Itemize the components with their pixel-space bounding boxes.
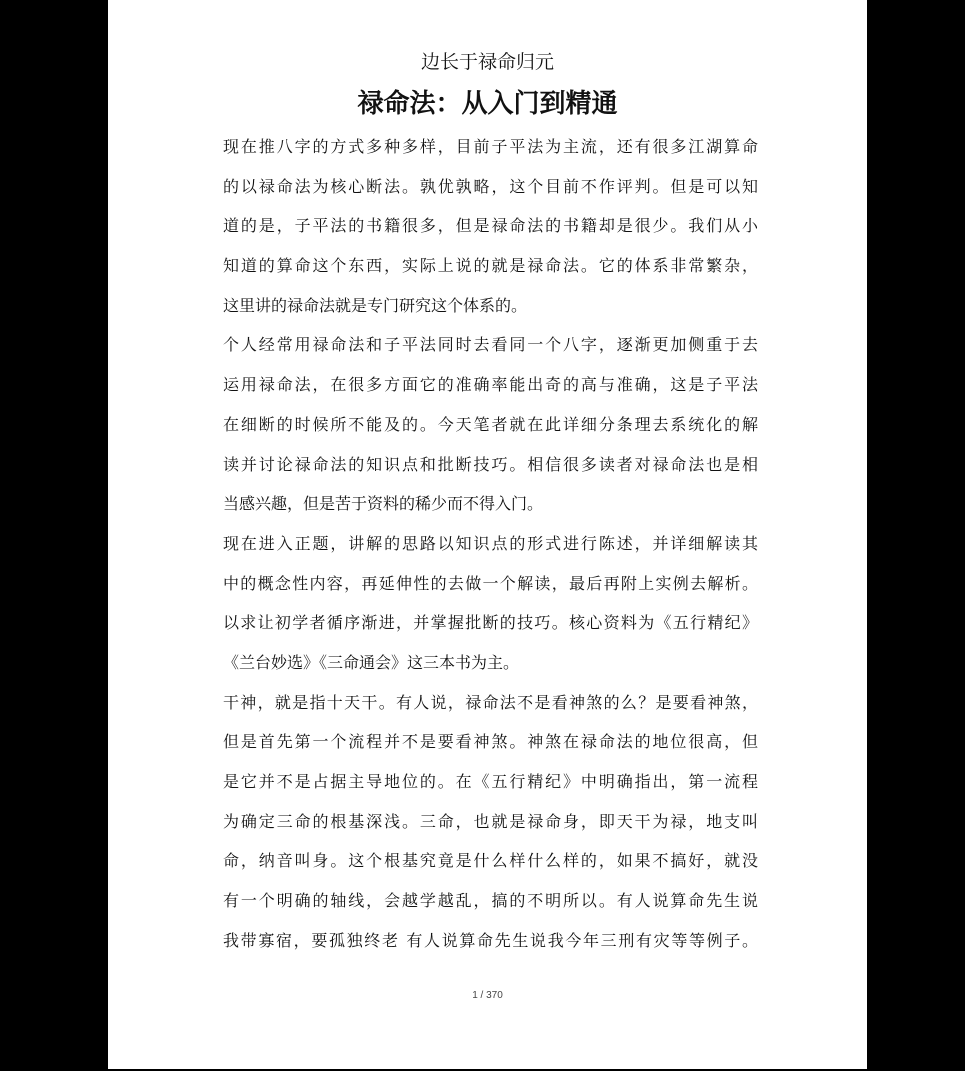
document-page [108, 0, 867, 1069]
document-title: 禄命法：从入门到精通 [357, 89, 618, 119]
text-line: 的以禄命法为核心断法。孰优孰略，这个目前不作评判。但是可以知 [223, 176, 758, 196]
text-line: 《兰台妙选》《三命通会》这三本书为主。 [223, 652, 520, 672]
text-line: 现在进入正题，讲解的思路以知识点的形式进行陈述，并详细解读其 [223, 533, 758, 553]
paragraph [223, 683, 758, 961]
text-line: 道的是，子平法的书籍很多，但是禄命法的书籍却是很少。我们从小 [223, 216, 758, 236]
text-line: 为确定三命的根基深浅。三命，也就是禄命身，即天干为禄，地支叫 [223, 811, 758, 831]
paragraph [223, 127, 758, 325]
document-body [223, 127, 758, 960]
text-line: 干神，就是指十天干。有人说，禄命法不是看神煞的么？是要看神煞， [223, 692, 758, 712]
text-line: 我带寡宿，要孤独终老 有人说算命先生说我今年三刑有灾等等例子。 [223, 930, 758, 950]
text-line: 中的概念性内容，再延伸性的去做一个解读，最后再附上实例去解析。 [223, 573, 758, 593]
page-header: 边长于禄命归元 [420, 51, 554, 73]
text-line: 以求让初学者循序渐进，并掌握批断的技巧。核心资料为《五行精纪》 [223, 613, 758, 633]
page-number-indicator: 1 / 370 [472, 990, 503, 1001]
text-line: 运用禄命法，在很多方面它的准确率能出奇的高与准确，这是子平法 [223, 375, 758, 395]
text-line: 个人经常用禄命法和子平法同时去看同一个八字，逐渐更加侧重于去 [223, 335, 758, 355]
text-line: 知道的算命这个东西，实际上说的就是禄命法。它的体系非常繁杂， [223, 256, 758, 276]
text-line: 读并讨论禄命法的知识点和批断技巧。相信很多读者对禄命法也是相 [223, 454, 758, 474]
text-line: 有一个明确的轴线，会越学越乱，搞的不明所以。有人说算命先生说 [223, 891, 758, 911]
text-line: 现在推八字的方式多种多样，目前子平法为主流，还有很多江湖算命 [223, 137, 758, 156]
paragraph [223, 325, 758, 523]
text-line: 这里讲的禄命法就是专门研究这个体系的。 [223, 295, 528, 315]
paragraph [223, 524, 758, 683]
text-line: 但是首先第一个流程并不是要看神煞。神煞在禄命法的地位很高，但 [223, 732, 758, 752]
text-line: 当感兴趣，但是苦于资料的稀少而不得入门。 [223, 494, 544, 514]
text-line: 命，纳音叫身。这个根基究竟是什么样什么样的，如果不搞好，就没 [223, 851, 758, 871]
text-line: 在细断的时候所不能及的。今天笔者就在此详细分条理去系统化的解 [223, 414, 758, 434]
text-line: 是它并不是占据主导地位的。在《五行精纪》中明确指出，第一流程 [223, 772, 758, 791]
